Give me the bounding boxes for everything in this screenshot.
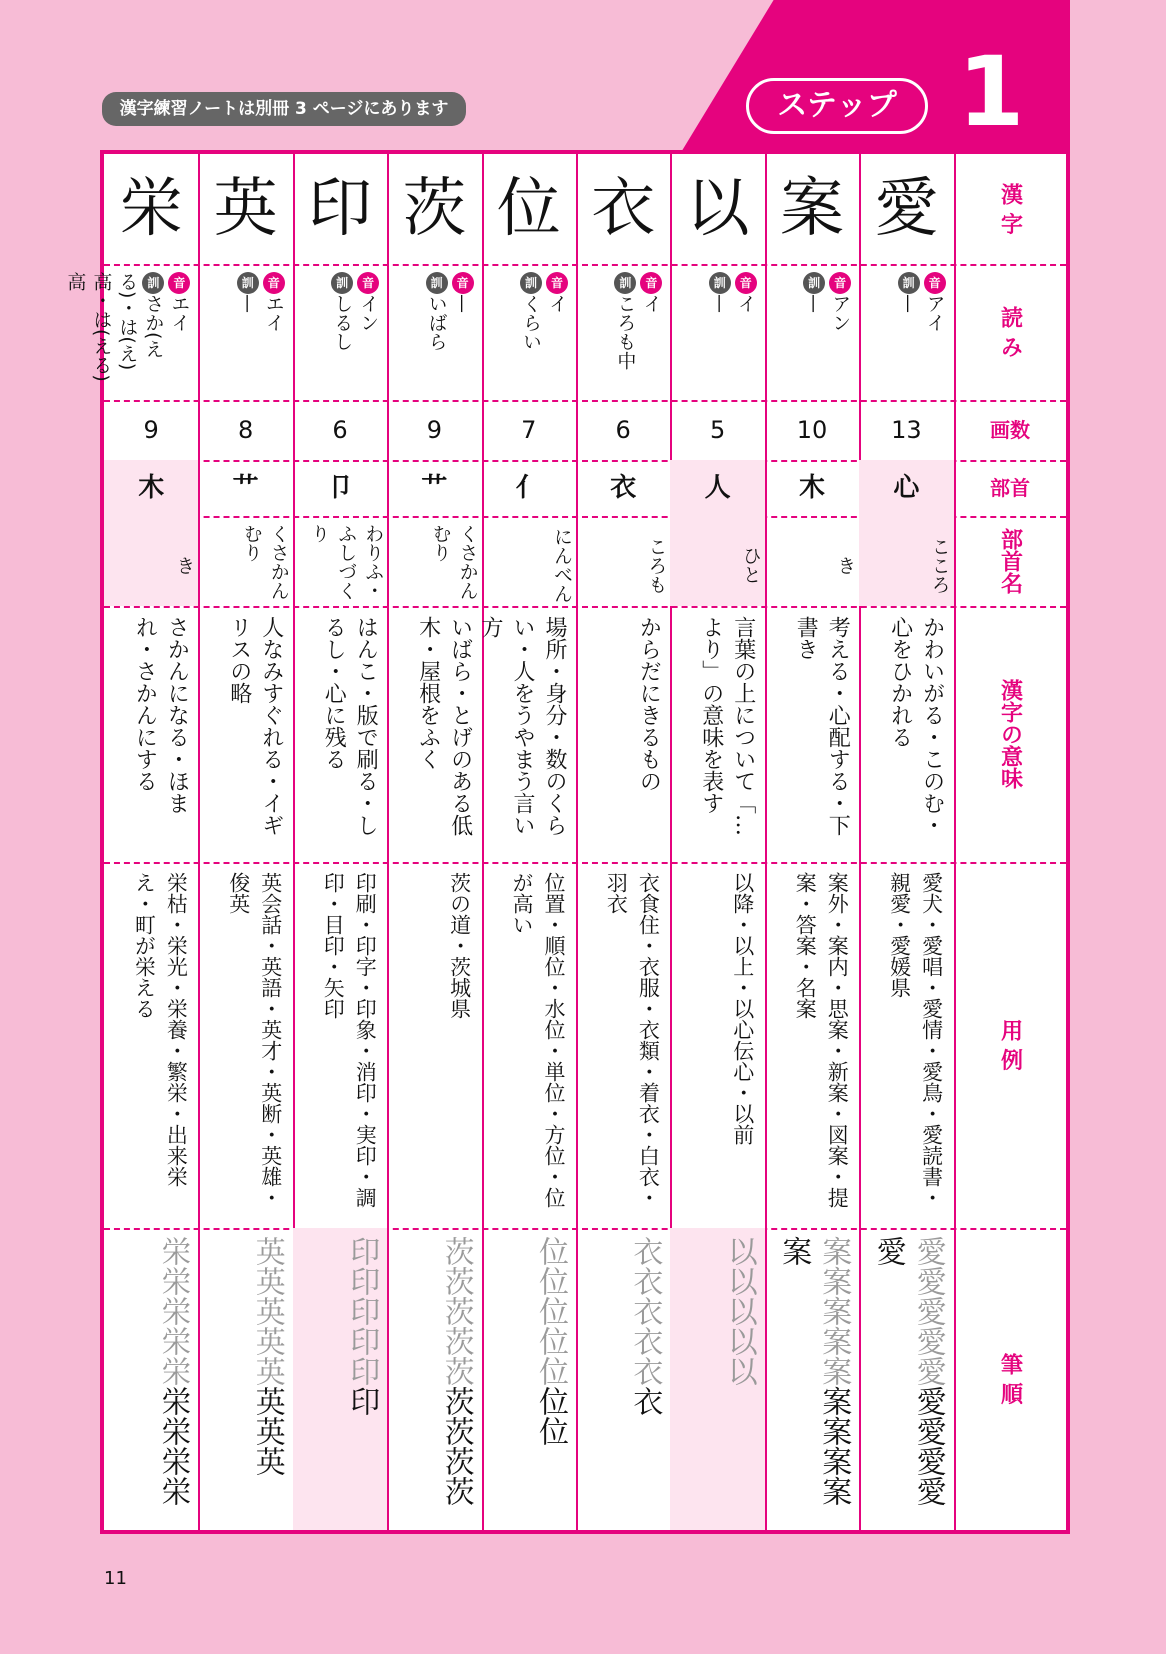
example-words: 以降・以上・以心伝心・以前 bbox=[730, 872, 755, 1145]
reading-cell bbox=[859, 264, 953, 400]
row-label-stroke-order: 筆 順 bbox=[997, 1353, 1023, 1405]
stroke-order-black: 位位 bbox=[532, 1386, 568, 1446]
stroke-order-cell bbox=[293, 1228, 387, 1530]
reading-cell bbox=[64, 264, 198, 400]
example-words: 茨の道・茨城県 bbox=[447, 872, 472, 1019]
example-words: 衣食住・衣服・衣類・着衣・白衣・羽衣 bbox=[604, 872, 661, 1208]
stroke-order-cell bbox=[387, 1228, 481, 1530]
stroke-count: 7 bbox=[521, 416, 537, 444]
row-label-radical-name: 部首名 bbox=[997, 528, 1023, 594]
radical-glyph: 木 bbox=[798, 473, 825, 503]
stroke-order-black: 愛愛愛愛愛 bbox=[870, 1236, 946, 1506]
radical-name: き bbox=[104, 516, 198, 606]
step-label: ステップ bbox=[746, 78, 928, 134]
row-label-examples: 用 例 bbox=[997, 1019, 1023, 1071]
meaning-text: 言葉の上について「…より」の意味を表す bbox=[698, 616, 756, 836]
kanji-table bbox=[64, 150, 1070, 1534]
stroke-order-cell bbox=[198, 1228, 292, 1530]
radical-name: き bbox=[834, 555, 857, 575]
kun-reading-badge: 訓 bbox=[709, 272, 731, 294]
reading-cell bbox=[576, 264, 670, 400]
workbook-note: 漢字練習ノートは別冊 3 ページにあります bbox=[102, 92, 466, 126]
kun-reading: — bbox=[708, 294, 731, 313]
kun-reading: ころも中 bbox=[614, 294, 637, 370]
stroke-count: 9 bbox=[426, 416, 443, 444]
radical-glyph: 卩 bbox=[326, 473, 353, 503]
radical-name: にんべん bbox=[550, 527, 573, 603]
radical-glyph: 衣 bbox=[610, 473, 637, 503]
reading-cell bbox=[765, 264, 859, 400]
stroke-order-black: 印 bbox=[344, 1386, 380, 1416]
stroke-order-gray: 印印印印印 bbox=[344, 1236, 380, 1386]
stroke-order-black: 衣 bbox=[627, 1386, 663, 1416]
radical-glyph: 人 bbox=[670, 460, 764, 516]
on-reading-badge: 音 bbox=[735, 272, 757, 294]
kanji-glyph: 栄 bbox=[119, 172, 184, 246]
reading-cell bbox=[198, 264, 292, 400]
kun-reading: いばら bbox=[425, 294, 448, 351]
on-reading: アン bbox=[829, 294, 852, 332]
radical-glyph: 木 bbox=[104, 460, 198, 516]
radical-name: ひと bbox=[670, 516, 764, 606]
reading-cell bbox=[293, 264, 387, 400]
stroke-count: 10 bbox=[796, 416, 828, 444]
stroke-order-gray: 茨茨茨茨茨 bbox=[438, 1236, 474, 1386]
stroke-order-black: 案案案案案 bbox=[776, 1236, 852, 1506]
example-words: 英会話・英語・英才・英断・英雄・俊英 bbox=[226, 872, 283, 1208]
kanji-glyph: 愛 bbox=[874, 172, 939, 246]
on-reading: エイ bbox=[168, 294, 191, 332]
radical-name: こころ bbox=[859, 516, 953, 606]
on-reading: — bbox=[451, 294, 474, 313]
on-reading: エイ bbox=[262, 294, 285, 332]
stroke-count: 5 bbox=[709, 416, 726, 444]
stroke-count: 6 bbox=[615, 416, 631, 444]
kanji-glyph: 衣 bbox=[591, 172, 656, 246]
meaning-text: 考える・心配する・下書き bbox=[793, 616, 851, 836]
row-label-kanji: 漢 字 bbox=[997, 183, 1023, 235]
on-reading-badge: 音 bbox=[546, 272, 568, 294]
stroke-order-gray: 以以以以以 bbox=[721, 1236, 757, 1386]
kanji-glyph: 案 bbox=[779, 172, 844, 246]
kun-reading: — bbox=[236, 294, 259, 313]
on-reading-badge: 音 bbox=[640, 272, 662, 294]
radical-glyph: 亻 bbox=[515, 473, 542, 503]
radical-name: わりふ・ふしづくり bbox=[308, 524, 385, 600]
kun-reading: しるし bbox=[331, 294, 354, 351]
on-reading: イン bbox=[357, 294, 380, 332]
row-label-reading: 読 み bbox=[997, 306, 1023, 358]
kanji-glyph: 位 bbox=[496, 172, 561, 246]
stroke-order-cell bbox=[576, 1228, 670, 1530]
meaning-text: いばら・とげのある低木・屋根をふく bbox=[415, 616, 473, 836]
page-number: 11 bbox=[104, 1568, 127, 1589]
kanji-glyph: 以 bbox=[685, 172, 750, 246]
reading-cell bbox=[482, 264, 576, 400]
stroke-order-gray: 栄栄栄栄栄 bbox=[155, 1236, 191, 1386]
stroke-order-cell bbox=[859, 1228, 953, 1530]
radical-glyph: 艹 bbox=[232, 473, 259, 503]
on-reading-badge: 音 bbox=[357, 272, 379, 294]
kanji-glyph: 印 bbox=[307, 172, 372, 246]
stroke-order-black: 栄栄栄栄 bbox=[155, 1386, 191, 1506]
stroke-order-gray: 英英英英英 bbox=[249, 1236, 285, 1386]
radical-name: ころも bbox=[645, 536, 668, 594]
stroke-count: 8 bbox=[237, 416, 254, 444]
on-reading-badge: 音 bbox=[263, 272, 285, 294]
stroke-order-gray: 衣衣衣衣衣 bbox=[627, 1236, 663, 1386]
example-words: 位置・順位・水位・単位・方位・位が高い bbox=[509, 872, 566, 1208]
stroke-order-cell bbox=[670, 1228, 764, 1530]
radical-name: くさかんむり bbox=[240, 524, 290, 600]
reading-cell bbox=[387, 264, 481, 400]
row-label-meaning: 漢字の意味 bbox=[997, 679, 1023, 789]
stroke-order-cell bbox=[765, 1228, 859, 1530]
meaning-text: 場所・身分・数のくらい・人をうやまう言い方 bbox=[477, 616, 567, 836]
kun-reading: さか(える)・は(え)高・は(える)高 bbox=[64, 272, 165, 382]
on-reading-badge: 音 bbox=[452, 272, 474, 294]
kun-reading-badge: 訓 bbox=[142, 272, 164, 294]
kun-reading-badge: 訓 bbox=[331, 272, 353, 294]
radical-name: くさかんむり bbox=[429, 524, 479, 600]
stroke-order-gray: 位位位位位 bbox=[532, 1236, 568, 1386]
on-reading: イ bbox=[640, 294, 663, 313]
meaning-text: からだにきるもの bbox=[636, 616, 662, 792]
on-reading: アイ bbox=[923, 294, 946, 332]
on-reading-badge: 音 bbox=[829, 272, 851, 294]
step-number: 1 bbox=[957, 36, 1025, 148]
kun-reading: くらい bbox=[519, 294, 542, 351]
on-reading-badge: 音 bbox=[168, 272, 190, 294]
stroke-count: 9 bbox=[143, 416, 159, 444]
stroke-order-gray: 愛愛愛愛愛 bbox=[910, 1236, 946, 1386]
stroke-order-cell bbox=[104, 1228, 198, 1530]
kun-reading-badge: 訓 bbox=[426, 272, 448, 294]
row-label-radical: 部首 bbox=[990, 476, 1030, 500]
stroke-count: 6 bbox=[332, 416, 348, 444]
kun-reading-badge: 訓 bbox=[803, 272, 825, 294]
kun-reading-badge: 訓 bbox=[614, 272, 636, 294]
row-label-strokes: 画数 bbox=[990, 418, 1030, 442]
stroke-order-black: 英英英 bbox=[249, 1386, 285, 1476]
example-words: 案外・案内・思案・新案・図案・提案・答案・名案 bbox=[793, 872, 850, 1208]
on-reading: イ bbox=[545, 294, 568, 313]
kun-reading-badge: 訓 bbox=[237, 272, 259, 294]
meaning-text: さかんになる・ほまれ・さかんにする bbox=[132, 616, 190, 814]
example-words: 栄枯・栄光・栄養・繁栄・出来栄え・町が栄える bbox=[132, 872, 189, 1187]
on-reading: イ bbox=[734, 294, 757, 313]
kun-reading: — bbox=[897, 294, 920, 313]
stroke-order-gray: 案案案案案 bbox=[816, 1236, 852, 1386]
meaning-text: はんこ・版で刷る・しるし・心に残る bbox=[321, 616, 379, 836]
stroke-order-cell bbox=[482, 1228, 576, 1530]
kanji-glyph: 英 bbox=[213, 172, 278, 246]
stroke-count: 13 bbox=[891, 416, 922, 444]
meaning-text: 人なみすぐれる・イギリスの略 bbox=[226, 616, 284, 836]
kun-reading-badge: 訓 bbox=[520, 272, 542, 294]
kanji-glyph: 茨 bbox=[402, 172, 467, 246]
example-words: 印刷・印字・印象・消印・実印・調印・目印・矢印 bbox=[321, 872, 378, 1208]
kun-reading: — bbox=[803, 294, 826, 313]
radical-glyph: 心 bbox=[859, 460, 953, 516]
reading-cell bbox=[670, 264, 764, 400]
example-words: 愛犬・愛唱・愛情・愛鳥・愛読書・親愛・愛媛県 bbox=[887, 872, 944, 1208]
radical-glyph: 艹 bbox=[421, 473, 448, 503]
on-reading-badge: 音 bbox=[924, 272, 946, 294]
meaning-text: かわいがる・このむ・心をひかれる bbox=[887, 616, 945, 836]
stroke-order-black: 茨茨茨茨 bbox=[438, 1386, 474, 1506]
kun-reading-badge: 訓 bbox=[898, 272, 920, 294]
